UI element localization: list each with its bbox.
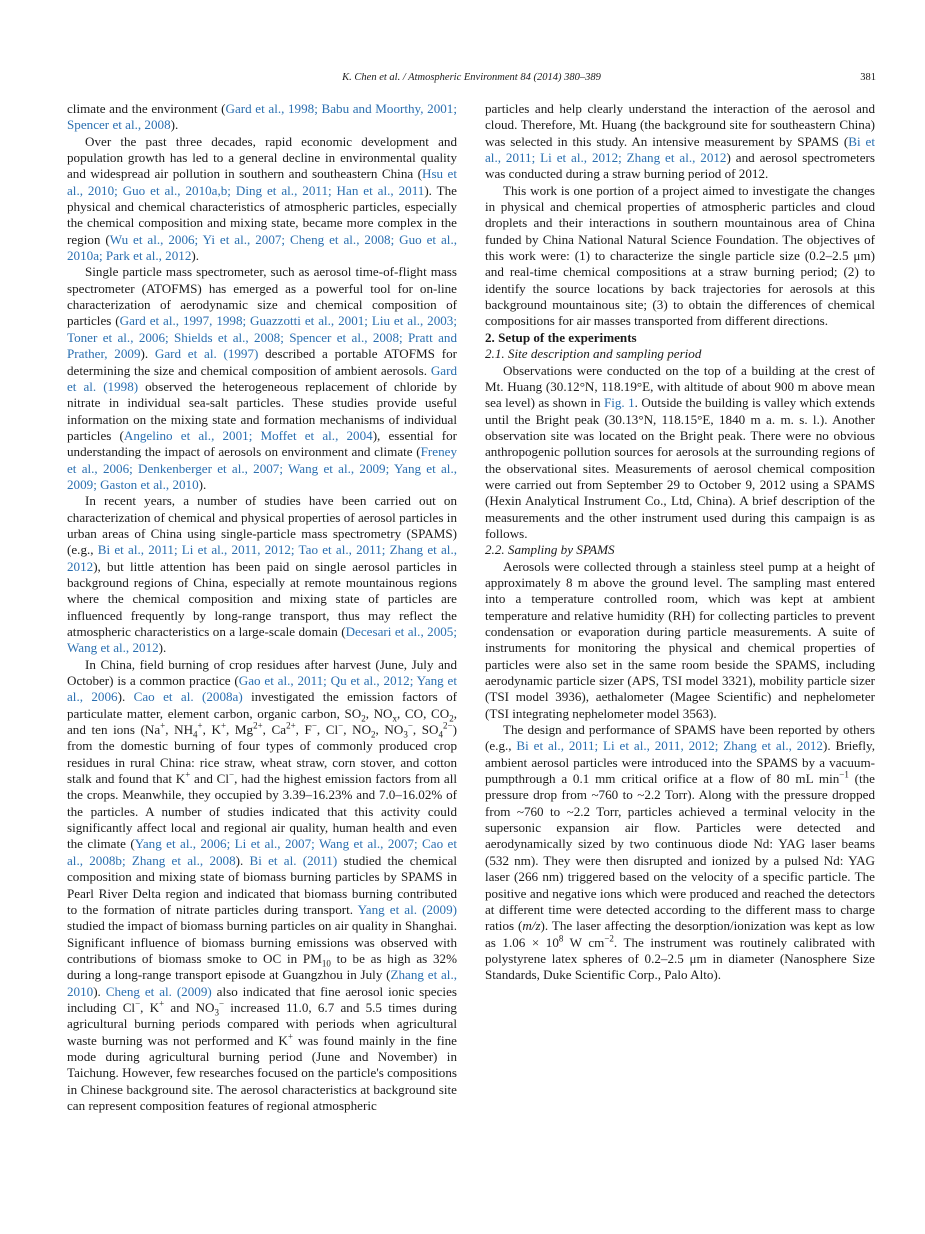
right-column <box>485 101 875 984</box>
paragraph: climate and the environment (Gard et al., 1998; Babu and Moorthy, 2001; Spencer et al., 2008). <box>67 101 457 133</box>
citation-link[interactable]: Yang et al., 2006; Li et al., 2007; Wang et al., 2007; Cao et al., 2008b; Zhang et al., 2008 <box>67 836 457 868</box>
citation-link[interactable]: Decesari et al., 2005; Wang et al., 2012 <box>67 624 457 656</box>
citation-link[interactable]: Yang et al. (2009) <box>357 901 457 917</box>
paragraph: In recent years, a number of studies have been carried out on characterization of chemical and physical properties of aerosol particles in urban areas of China using single-particle mass spectrometry (SPAMS) (e.g., Bi et al., 2011; Li et al., 2011, 2012; Tao et al., 2011; Zhang et al., 2012), but little attention has been paid on single aerosol particles in background regions of China, especially at remote mountainous regions where the chemical composition and mixing state of particles are influenced frequently by long-range transport, thus may reflect the atmospheric characteristics on a large-scale domain (Decesari et al., 2005; Wang et al., 2012). <box>67 493 457 656</box>
running-header <box>67 72 876 88</box>
subsection-heading: 2.1. Site description and sampling period <box>485 346 702 362</box>
citation-link[interactable]: Cao et al. (2008a) <box>133 689 243 705</box>
citation-link[interactable]: Bi et al. (2011) <box>249 852 338 868</box>
citation-link[interactable]: Hsu et al., 2010; Guo et al., 2010a,b; Ding et al., 2011; Han et al., 2011 <box>67 166 458 198</box>
section-heading: 2. Setup of the experiments <box>485 329 637 345</box>
citation-link[interactable]: Bi et al., 2011; Li et al., 2012; Zhang et al., 2012 <box>485 133 875 166</box>
citation-link[interactable]: Zhang et al., 2010 <box>67 967 457 999</box>
paragraph: The design and performance of SPAMS have been reported by others (e.g., Bi et al., 2011; Li et al., 2011, 2012; Zhang et al., 2012). Briefly, ambient aerosol particles were introduced into the SPAMS by a vacuum-pumpthrough a 0.1 mm critical orifice at a flow of 80 mL $\min^{-1} (the$ pressure drop from ~760 to ~2.2 Torr). Along with the pressure dropped from ~760 to ~2.2 Torr, particles achieved a terminal velocity in the supersonic expansion air flow. Particles were detected and aerodynamically sized by two continuous diode Nd: YAG laser beams (532 nm). They were then disrupted and ionized by a pulsed Nd: YAG laser (266 nm) triggered based on the velocity of a specific particle. The positive and negative ions which were produced and reached the detectors at different time were detected according to the different mass to charge ratios (m/z). The laser affecting the desorption/ionization was kept as low as $1.06 \times 10^8$ W $cm^{-2}$. The instrument was routinely calibrated with polystyrene latex spheres of 0.2–2.5 μm in diameter (Nanosphere Size Standards, Duke Scientific Corp., Palo Alto). <box>485 722 875 983</box>
paragraph: This work is one portion of a project aimed to investigate the changes in physical and chemical properties of atmospheric particles and cloud droplets and their interactions in southern mountainous area of China funded by China National Natural Science Foundation. The objectives of this work were: (1) to characterize the single particle size (0.2–2.5 μm) and real-time chemical compositions at a straw burning period; (2) to identify the source locations by back trajectories for aerosols at this background mountainous site; (3) to obtain the differences of chemical compositions for air masses transported from different directions. <box>485 182 875 329</box>
citation-link[interactable]: Gard et al., 1997, 1998; Guazzotti et al., 2001; Liu et al., 2003; Toner et al., 2006; Shields et al., 2008; Spencer et al., 2008; Pratt and Prather, 2009 <box>67 313 457 362</box>
paragraph: Observations were conducted on the top of a building at the crest of Mt. Huang (30.12°N, 118.19°E, with altitude of about 900 m above mean sea level) as shown in Fig. 1. Outside the building is valley which extends until the Bright peak (30.13°N, 118.15°E, 1840 m a. m. s. l.). Another observation site was located on the Bright peak. There were no obvious anthropogenic pollution sources for aerosols at the surrounding regions of the observational sites. Measurements of aerosol chemical composition were carried out from September 29 to October 9, 2012 using a SPAMS (Hexin Analytical Instrument Co., Ltd, China). A brief description of the measurements and the other instrument used during this campaign is as follows. <box>485 362 875 541</box>
figure-link[interactable]: Fig. 1 <box>603 395 635 411</box>
paragraph: In China, field burning of crop residues after harvest (June, July and October) is a common practice (Gao et al., 2011; Qu et al., 2012; Yang et al., 2006). Cao et al. (2008a) investigated the emission factors of particulate matter, element carbon, organic carbon, $SO_2$, $NO_x$, CO, $CO_2$, and ten ions (Na+, $NH_4^+$, K+, $Mg^{2+}$, $Ca^{2+}$, F−, Cl−, $NO_2$, $NO_3^-$, $SO_4^{2-}$) from the domestic burning of four types of commonly produced crop residues in rural China: rice straw, wheat straw, corn stover, and cotton stalk and found that K+ and Cl−, had the highest emission factors from all the crops. Meanwhile, they occupied by 3.39–16.23% and 7.0–16.02% of the particles. A number of studies indicated that this activity could significantly affect local and regional air quality, human health and even the climate (Yang et al., 2006; Li et al., 2007; Wang et al., 2007; Cao et al., 2008b; Zhang et al., 2008). Bi et al. (2011) studied the chemical composition and mixing state of biomass burning particles by SPAMS in Pearl River Delta region and indicated that biomass burning contributed to the formation of nitrate particles during transport. Yang et al. (2009) studied the impact of biomass burning particles on air quality in Shanghai. Significant influence of biomass burning emissions was observed with contributions of biomass smoke to OC in $PM_{10}$ to be as high as 32% during a long-range transport episode at Guangzhou in July (Zhang et al., 2010). Cheng et al. (2009) also indicated that fine aerosol ionic species including Cl−, K+ and $NO_3^-$ increased 11.0, 6.7 and 5.5 times during agricultural burning periods compared with periods when agricultural waste burning was not performed and K+ was found mainly in the fine mode during agricultural burning period (June and November) in Taichung. However, few researches focused on the particle's compositions in Chinese background site. The aerosol characteristics at background site can represent composition features of regional atmospheric <box>67 656 458 1113</box>
citation-link[interactable]: Gard et al. (1998) <box>67 362 457 394</box>
citation-link[interactable]: Wu et al., 2006; Yi et al., 2007; Cheng et al., 2008; Guo et al., 2010a; Park et al., 2012 <box>67 231 457 264</box>
citation-link[interactable]: Gard et al., 1998; Babu and Moorthy, 2001; Spencer et al., 2008 <box>67 101 457 133</box>
subsection-heading: 2.2. Sampling by SPAMS <box>485 542 615 558</box>
paragraph: Aerosols were collected through a stainless steel pump at a height of approximately 8 m above the ground level. The sampling mast entered into a temperature controlled room, which was kept at ambient temperature and relative humidity (RH) for collecting particles to prevent condensation or evaporation during particle measurements. A suite of instruments for monitoring the physical and chemical properties of particles were also set in the same room beside the SPAMS, including aerodynamic particle sizer (APS, TSI model 3321), mobility particle sizer (TSI model 3936), aethalometer (Magee Scientific) and nephelometer (TSI integrating nephelometer model 3563). <box>485 558 875 721</box>
citation-link[interactable]: Gard et al. (1997) <box>154 346 259 362</box>
paragraph: Single particle mass spectrometer, such as aerosol time-of-flight mass spectrometer (ATOFMS) has emerged as a powerful tool for on-line characterization of aerodynamic size and chemical composition of particles (Gard et al., 1997, 1998; Guazzotti et al., 2001; Liu et al., 2003; Toner et al., 2006; Shields et al., 2008; Spencer et al., 2008; Pratt and Prather, 2009). Gard et al. (1997) described a portable ATOFMS for determining the size and chemical composition of ambient aerosols. Gard et al. (1998) observed the heterogeneous replacement of chloride by nitrate in individual sea-salt particles. These studies provide useful information on the mixing state and formation mechanisms of individual particles (Angelino et al., 2001; Moffet et al., 2004), essential for understanding the impact of aerosols on environment and climate (Freney et al., 2006; Denkenberger et al., 2007; Wang et al., 2009; Yang et al., 2009; Gaston et al., 2010). <box>67 264 457 492</box>
citation-link[interactable]: Cheng et al. (2009) <box>105 983 212 999</box>
citation-link[interactable]: Angelino et al., 2001; Moffet et al., 2004 <box>123 427 373 443</box>
journal-citation: K. Chen et al. / Atmospheric Environment 84 (2014) 380–389 <box>342 72 601 83</box>
paragraph: Over the past three decades, rapid economic development and population growth has led to a general decline in environmental quality and widespread air pollution in southern and southeastern China (Hsu et al., 2010; Guo et al., 2010a,b; Ding et al., 2011; Han et al., 2011). The physical and chemical characteristics of atmospheric particles, especially the chemical composition and mixing state, became more complex in the region (Wu et al., 2006; Yi et al., 2007; Cheng et al., 2008; Guo et al., 2010a; Park et al., 2012). <box>67 133 458 264</box>
citation-link[interactable]: Freney et al., 2006; Denkenberger et al., 2007; Wang et al., 2009; Yang et al., 2009; Gaston et al., 2010 <box>67 444 457 492</box>
page-number: 381 <box>860 72 876 83</box>
paragraph: particles and help clearly understand the interaction of the aerosol and cloud. Therefore, Mt. Huang (the background site for southeastern China) was selected in this study. An intensive measurement by SPAMS (Bi et al., 2011; Li et al., 2012; Zhang et al., 2012) and aerosol spectrometers was conducted during a straw burning period of 2012. <box>485 101 875 182</box>
citation-link[interactable]: Bi et al., 2011; Li et al., 2011, 2012; Tao et al., 2011; Zhang et al., 2012 <box>67 542 457 574</box>
citation-link[interactable]: Bi et al., 2011; Li et al., 2011, 2012; Zhang et al., 2012 <box>516 738 823 754</box>
left-column <box>67 101 457 1114</box>
citation-link[interactable]: Gao et al., 2011; Qu et al., 2012; Yang et al., 2006 <box>67 673 457 705</box>
